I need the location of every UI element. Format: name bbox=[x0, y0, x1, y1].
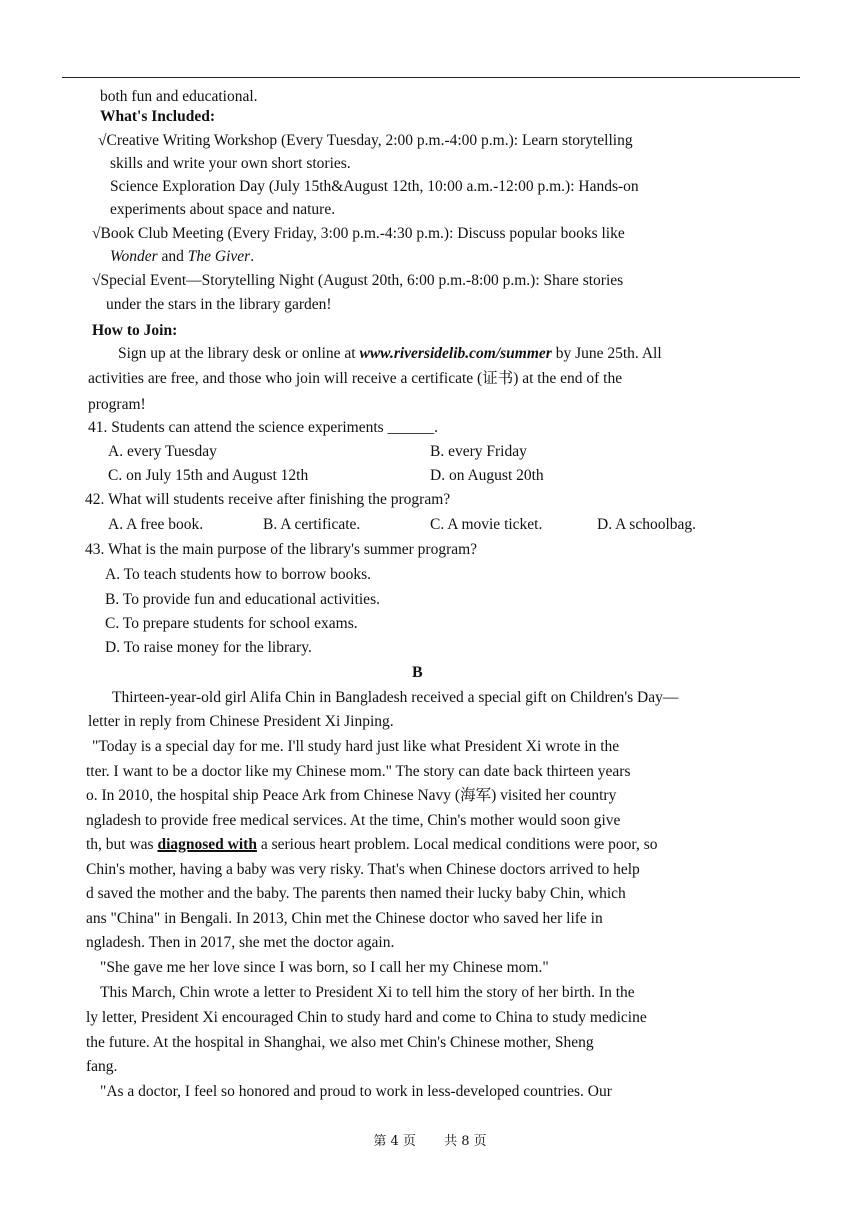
join-text: by June 25th. All bbox=[551, 345, 662, 362]
question-42: 42. What will students receive after finishing the program? bbox=[85, 491, 451, 508]
q43-option-b[interactable]: B. To provide fun and educational activities. bbox=[105, 591, 380, 608]
item-text: Creative Writing Workshop (Every Tuesday, 2:00 p.m.-4:00 p.m.): Learn storytelling bbox=[106, 132, 633, 149]
conjunction: and bbox=[157, 248, 188, 265]
page-footer bbox=[0, 1130, 860, 1149]
passage-b-line-diagnosed bbox=[86, 835, 658, 855]
passage-b-line: the future. At the hospital in Shanghai, we also met Chin's Chinese mother, Sheng bbox=[86, 1034, 594, 1051]
passage-b-line: ngladesh to provide free medical services. At the time, Chin's mother would soon give bbox=[86, 812, 621, 829]
book-title: The Giver bbox=[187, 248, 251, 265]
item-creative-writing-cont: skills and write your own short stories. bbox=[110, 155, 351, 172]
passage-b-line: ly letter, President Xi encouraged Chin to study hard and come to China to study medicine bbox=[86, 1009, 647, 1026]
item-science-day-cont: experiments about space and nature. bbox=[110, 201, 336, 218]
check-mark-icon: √ bbox=[92, 272, 101, 289]
item-book-club bbox=[92, 224, 625, 244]
book-title: Wonder bbox=[110, 248, 158, 265]
item-text: Book Club Meeting (Every Friday, 3:00 p.m.-4:30 p.m.): Discuss popular books like bbox=[100, 225, 625, 242]
passage-b-line: tter. I want to be a doctor like my Chinese mom." The story can date back thirteen years bbox=[86, 763, 631, 780]
passage-b-line: ngladesh. Then in 2017, she met the doctor again. bbox=[86, 934, 395, 951]
q43-option-c[interactable]: C. To prepare students for school exams. bbox=[105, 615, 358, 632]
check-mark-icon: √ bbox=[92, 225, 101, 242]
q43-option-d[interactable]: D. To raise money for the library. bbox=[105, 639, 312, 656]
passage-text: a serious heart problem. Local medical conditions were poor, so bbox=[256, 836, 658, 853]
q42-option-a[interactable]: A. A free book. bbox=[108, 516, 204, 533]
underlined-phrase: diagnosed with bbox=[157, 836, 257, 853]
passage-b-line: Chin's mother, having a baby was very risky. That's when Chinese doctors arrived to help bbox=[86, 861, 640, 878]
item-special-event-cont: under the stars in the library garden! bbox=[106, 296, 332, 313]
passage-text: th, but was bbox=[86, 836, 158, 853]
passage-b-line: ans "China" in Bengali. In 2013, Chin met the Chinese doctor who saved her life in bbox=[86, 910, 603, 927]
passage-b-line: "Today is a special day for me. I'll study hard just like what President Xi wrote in the bbox=[92, 738, 620, 755]
q42-option-d[interactable]: D. A schoolbag. bbox=[597, 516, 697, 533]
q42-option-c[interactable]: C. A movie ticket. bbox=[430, 516, 543, 533]
page-total: 共 8 页 bbox=[444, 1134, 487, 1149]
top-rule bbox=[62, 77, 800, 78]
section-b-heading: B bbox=[412, 664, 423, 681]
signup-url-link[interactable]: www.riversidelib.com/summer bbox=[359, 345, 552, 362]
join-line-3: program! bbox=[88, 396, 146, 413]
intro-tail: both fun and educational. bbox=[100, 88, 258, 105]
passage-b-line: o. In 2010, the hospital ship Peace Ark from Chinese Navy (海军) visited her country bbox=[86, 787, 617, 804]
passage-b-line: Thirteen-year-old girl Alifa Chin in Bangladesh received a special gift on Children's Day— bbox=[112, 689, 679, 706]
item-special-event bbox=[92, 271, 623, 291]
passage-b-line: fang. bbox=[86, 1058, 118, 1075]
passage-b-line: d saved the mother and the baby. The parents then named their lucky baby Chin, which bbox=[86, 885, 626, 902]
question-43: 43. What is the main purpose of the library's summer program? bbox=[85, 541, 478, 558]
question-41: 41. Students can attend the science experiments ______. bbox=[88, 419, 438, 436]
check-mark-icon: √ bbox=[98, 132, 107, 149]
q41-option-c[interactable]: C. on July 15th and August 12th bbox=[108, 467, 309, 484]
q41-option-a[interactable]: A. every Tuesday bbox=[108, 443, 217, 460]
item-text: Special Event—Storytelling Night (August 20th, 6:00 p.m.-8:00 p.m.): Share stories bbox=[100, 272, 624, 289]
passage-b-line: letter in reply from Chinese President Xi Jinping. bbox=[88, 713, 394, 730]
join-line-2: activities are free, and those who join will receive a certificate (证书) at the end of the bbox=[88, 370, 623, 387]
item-book-club-cont bbox=[110, 247, 254, 267]
q41-option-b[interactable]: B. every Friday bbox=[430, 443, 527, 460]
q42-option-b[interactable]: B. A certificate. bbox=[263, 516, 361, 533]
join-line-1 bbox=[118, 344, 662, 364]
q43-option-a[interactable]: A. To teach students how to borrow books. bbox=[105, 566, 371, 583]
q41-option-d[interactable]: D. on August 20th bbox=[430, 467, 544, 484]
passage-b-line: "She gave me her love since I was born, so I call her my Chinese mom." bbox=[100, 959, 549, 976]
join-heading: How to Join: bbox=[92, 322, 178, 339]
join-text: Sign up at the library desk or online at bbox=[118, 345, 360, 362]
passage-b-line: This March, Chin wrote a letter to President Xi to tell him the story of her birth. In the bbox=[100, 984, 635, 1001]
punctuation: . bbox=[250, 248, 255, 265]
page-number: 第 4 页 bbox=[373, 1134, 416, 1149]
included-heading: What's Included: bbox=[100, 108, 215, 125]
item-science-day: Science Exploration Day (July 15th&August 12th, 10:00 a.m.-12:00 p.m.): Hands-on bbox=[110, 178, 639, 195]
passage-b-line: "As a doctor, I feel so honored and proud to work in less-developed countries. Our bbox=[100, 1083, 612, 1100]
item-creative-writing bbox=[98, 131, 633, 151]
